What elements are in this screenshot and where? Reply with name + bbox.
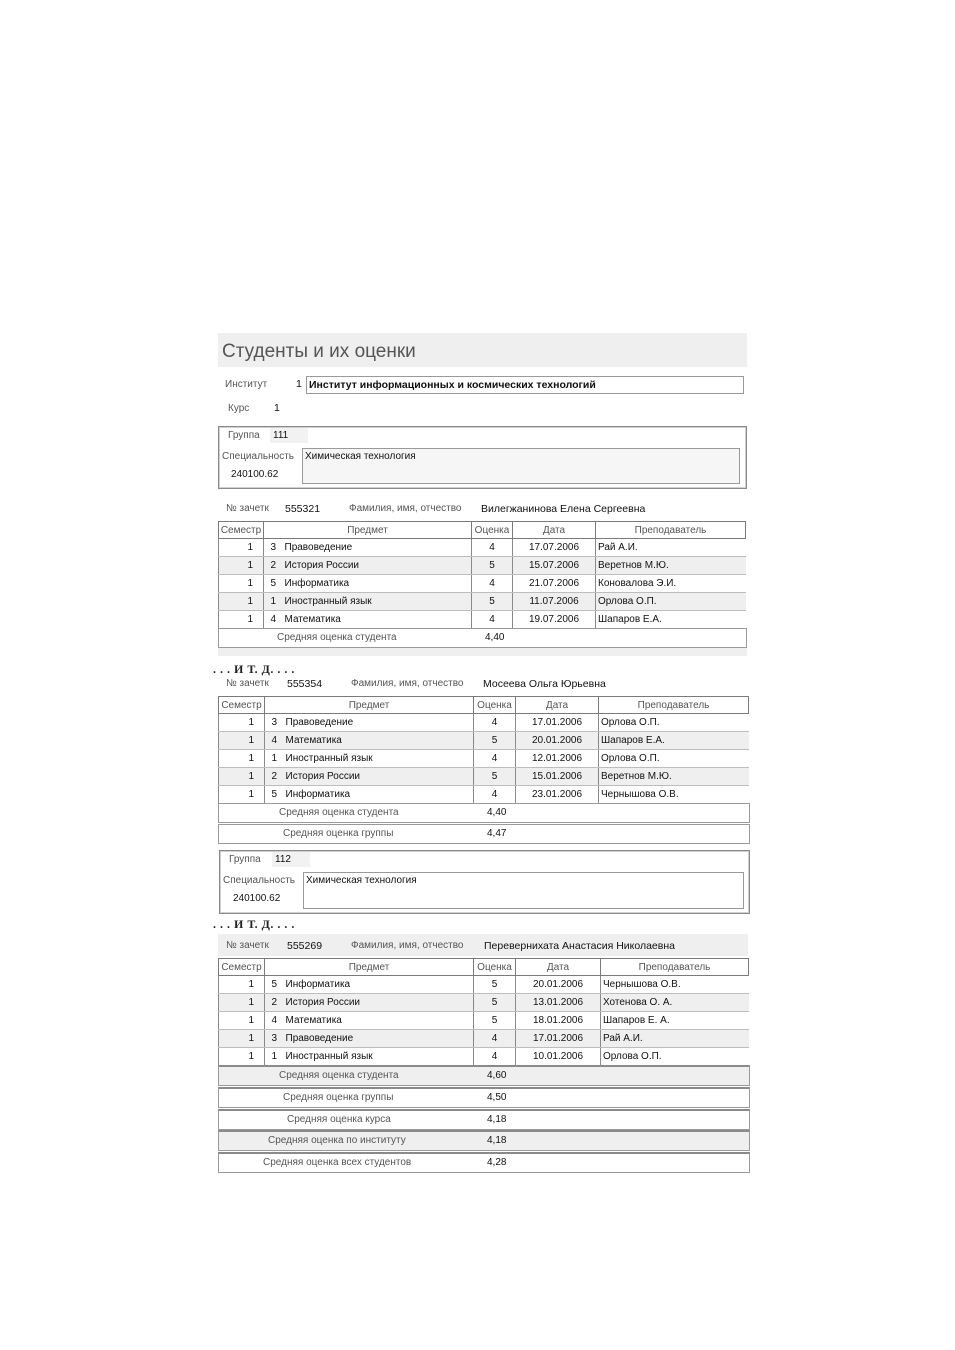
subject-no-cell: 2 — [265, 768, 284, 786]
grade-cell: 4 — [474, 714, 516, 732]
subject-cell: Математика — [284, 1012, 474, 1030]
semester-cell: 1 — [219, 976, 265, 994]
subject-cell: История России — [283, 557, 472, 575]
group-number-box — [270, 428, 308, 443]
col-header-semester: Семестр — [219, 959, 265, 976]
course-label: Курс — [228, 403, 250, 414]
grades-table-2 — [218, 696, 749, 804]
teacher-cell: Коновалова Э.И. — [596, 575, 746, 593]
group-avg-label: Средняя оценка группы — [283, 828, 394, 839]
institute-id: 1 — [296, 378, 302, 390]
teacher-cell: Хотенова О. А. — [601, 994, 749, 1012]
semester-cell: 1 — [219, 732, 265, 750]
specialty-label: Специальность — [223, 875, 295, 886]
grade-cell: 5 — [474, 768, 516, 786]
group-label: Группа — [228, 430, 260, 441]
teacher-cell: Шапаров Е. А. — [601, 1012, 749, 1030]
date-cell: 19.07.2006 — [513, 611, 596, 629]
group-label: Группа — [229, 854, 261, 865]
subject-no-cell: 1 — [265, 750, 284, 768]
table-row — [219, 1048, 749, 1066]
table-header-row — [219, 959, 749, 976]
table-row — [219, 732, 749, 750]
col-header-teacher: Преподаватель — [601, 959, 749, 976]
teacher-cell: Орлова О.П. — [601, 1048, 749, 1066]
col-header-subject: Предмет — [265, 959, 474, 976]
group-avg-value: 4,47 — [487, 828, 507, 839]
group-avg-row — [218, 1087, 750, 1108]
full-name-label: Фамилия, имя, отчество — [351, 678, 464, 689]
subject-cell: История России — [284, 768, 474, 786]
date-cell: 17.01.2006 — [516, 1030, 601, 1048]
teacher-cell: Рай А.И. — [601, 1030, 749, 1048]
date-cell: 12.01.2006 — [516, 750, 599, 768]
table-row — [219, 976, 749, 994]
col-header-date: Дата — [513, 522, 596, 539]
col-header-subject: Предмет — [265, 697, 474, 714]
subject-cell: Правоведение — [284, 1030, 474, 1048]
etc-marker: . . . И Т. Д. . . . — [213, 917, 295, 931]
record-no-label: № зачетк — [226, 678, 269, 689]
institute-avg-label: Средняя оценка по институту — [268, 1135, 406, 1146]
grade-cell: 5 — [474, 994, 516, 1012]
teacher-cell: Шапаров Е.А. — [599, 732, 749, 750]
semester-cell: 1 — [219, 714, 265, 732]
date-cell: 15.01.2006 — [516, 768, 599, 786]
all-avg-value: 4,28 — [487, 1157, 507, 1168]
teacher-cell: Чернышова О.В. — [599, 786, 749, 804]
specialty-name: Химическая технология — [306, 875, 417, 886]
col-header-semester: Семестр — [219, 697, 265, 714]
group-number: 111 — [273, 430, 289, 441]
subject-cell: Информатика — [284, 976, 474, 994]
institute-avg-value: 4,18 — [487, 1135, 507, 1146]
semester-cell: 1 — [219, 539, 264, 557]
date-cell: 13.01.2006 — [516, 994, 601, 1012]
table-row — [219, 575, 746, 593]
all-avg-row — [218, 1152, 750, 1173]
col-header-teacher: Преподаватель — [596, 522, 746, 539]
record-no-value: 555269 — [287, 940, 323, 952]
semester-cell: 1 — [219, 575, 264, 593]
semester-cell: 1 — [219, 768, 265, 786]
student-avg-value: 4,40 — [485, 632, 505, 643]
semester-cell: 1 — [219, 994, 265, 1012]
date-cell: 15.07.2006 — [513, 557, 596, 575]
subject-no-cell: 5 — [264, 575, 283, 593]
date-cell: 17.01.2006 — [516, 714, 599, 732]
subject-no-cell: 3 — [264, 539, 283, 557]
teacher-cell: Чернышова О.В. — [601, 976, 749, 994]
teacher-cell: Веретнов М.Ю. — [599, 768, 749, 786]
teacher-cell: Рай А.И. — [596, 539, 746, 557]
student-avg-label: Средняя оценка студента — [279, 807, 399, 818]
student-name: Мосеева Ольга Юрьевна — [483, 678, 606, 690]
group-avg-label: Средняя оценка группы — [283, 1092, 394, 1103]
semester-cell: 1 — [219, 557, 264, 575]
student-name: Вилегжанинова Елена Сергеевна — [481, 503, 646, 515]
student-avg-value: 4,60 — [487, 1070, 507, 1081]
specialty-name-box — [302, 448, 740, 484]
student-avg-value: 4,40 — [487, 807, 507, 818]
col-header-teacher: Преподаватель — [599, 697, 749, 714]
course-value: 1 — [274, 402, 280, 414]
subject-no-cell: 4 — [265, 1012, 284, 1030]
date-cell: 21.07.2006 — [513, 575, 596, 593]
grade-cell: 4 — [472, 575, 513, 593]
subject-cell: Правоведение — [284, 714, 474, 732]
grade-cell: 4 — [474, 1048, 516, 1066]
semester-cell: 1 — [219, 611, 264, 629]
report-title-bar — [218, 333, 747, 367]
student-avg-label: Средняя оценка студента — [277, 632, 397, 643]
grade-cell: 5 — [474, 1012, 516, 1030]
semester-cell: 1 — [219, 593, 264, 611]
student-avg-row — [218, 803, 750, 823]
student-avg-row — [218, 628, 747, 648]
table-row — [219, 994, 749, 1012]
grade-cell: 5 — [474, 976, 516, 994]
table-row — [219, 1030, 749, 1048]
course-avg-row — [218, 1109, 750, 1130]
grade-cell: 4 — [474, 1030, 516, 1048]
subject-no-cell: 2 — [264, 557, 283, 575]
subject-no-cell: 3 — [265, 1030, 284, 1048]
subject-cell: Математика — [284, 732, 474, 750]
specialty-code: 240100.62 — [231, 469, 279, 480]
specialty-label: Специальность — [222, 451, 294, 462]
etc-marker: . . . И Т. Д. . . . — [213, 662, 295, 676]
date-cell: 23.01.2006 — [516, 786, 599, 804]
record-no-value: 555354 — [287, 678, 323, 690]
institute-avg-row — [218, 1130, 750, 1151]
specialty-name-box — [303, 872, 744, 909]
subject-cell: Информатика — [284, 786, 474, 804]
col-header-date: Дата — [516, 959, 601, 976]
group-number: 112 — [275, 854, 291, 865]
table-row — [219, 714, 749, 732]
subject-cell: История России — [284, 994, 474, 1012]
col-header-grade: Оценка — [474, 697, 516, 714]
subject-no-cell: 1 — [265, 1048, 284, 1066]
semester-cell: 1 — [219, 750, 265, 768]
subject-no-cell: 4 — [264, 611, 283, 629]
table-row — [219, 768, 749, 786]
group-avg-row — [218, 824, 750, 844]
student-name: Перевернихата Анастасия Николаевна — [484, 940, 675, 952]
full-name-label: Фамилия, имя, отчество — [349, 503, 462, 514]
table-row — [219, 786, 749, 804]
date-cell: 11.07.2006 — [513, 593, 596, 611]
teacher-cell: Веретнов М.Ю. — [596, 557, 746, 575]
grade-cell: 4 — [474, 786, 516, 804]
grade-cell: 5 — [474, 732, 516, 750]
specialty-code: 240100.62 — [233, 893, 281, 904]
table-row — [219, 539, 746, 557]
subject-cell: Информатика — [283, 575, 472, 593]
subject-cell: Правоведение — [283, 539, 472, 557]
date-cell: 10.01.2006 — [516, 1048, 601, 1066]
table-row — [219, 750, 749, 768]
grade-cell: 4 — [474, 750, 516, 768]
subject-cell: Математика — [283, 611, 472, 629]
col-header-date: Дата — [516, 697, 599, 714]
date-cell: 20.01.2006 — [516, 732, 599, 750]
subject-no-cell: 1 — [264, 593, 283, 611]
semester-cell: 1 — [219, 786, 265, 804]
full-name-label: Фамилия, имя, отчество — [351, 940, 464, 951]
subject-no-cell: 5 — [265, 786, 284, 804]
teacher-cell: Орлова О.П. — [599, 714, 749, 732]
grade-cell: 5 — [472, 557, 513, 575]
table-row — [219, 557, 746, 575]
subject-cell: Иностранный язык — [283, 593, 472, 611]
group-avg-value: 4,50 — [487, 1092, 507, 1103]
grades-table-3 — [218, 958, 749, 1066]
grade-cell: 4 — [472, 539, 513, 557]
specialty-name: Химическая технология — [305, 451, 416, 462]
table-row — [219, 611, 746, 629]
institute-label: Институт — [225, 379, 268, 390]
date-cell: 17.07.2006 — [513, 539, 596, 557]
grade-cell: 4 — [472, 611, 513, 629]
group-number-box — [272, 852, 310, 867]
section-divider — [218, 648, 747, 656]
subject-no-cell: 5 — [265, 976, 284, 994]
subject-cell: Иностранный язык — [284, 750, 474, 768]
grade-cell: 5 — [472, 593, 513, 611]
course-avg-value: 4,18 — [487, 1114, 507, 1125]
institute-name-box — [306, 376, 744, 394]
record-no-label: № зачетк — [226, 940, 269, 951]
semester-cell: 1 — [219, 1048, 265, 1066]
subject-no-cell: 4 — [265, 732, 284, 750]
record-no-label: № зачетк — [226, 503, 269, 514]
col-header-grade: Оценка — [472, 522, 513, 539]
student-avg-row — [218, 1065, 750, 1086]
record-no-value: 555321 — [285, 503, 321, 515]
date-cell: 20.01.2006 — [516, 976, 601, 994]
teacher-cell: Шапаров Е.А. — [596, 611, 746, 629]
col-header-grade: Оценка — [474, 959, 516, 976]
table-row — [219, 593, 746, 611]
teacher-cell: Орлова О.П. — [596, 593, 746, 611]
semester-cell: 1 — [219, 1030, 265, 1048]
col-header-subject: Предмет — [264, 522, 472, 539]
course-avg-label: Средняя оценка курса — [287, 1114, 391, 1125]
semester-cell: 1 — [219, 1012, 265, 1030]
subject-no-cell: 3 — [265, 714, 284, 732]
table-header-row — [219, 522, 746, 539]
date-cell: 18.01.2006 — [516, 1012, 601, 1030]
table-header-row — [219, 697, 749, 714]
teacher-cell: Орлова О.П. — [599, 750, 749, 768]
all-avg-label: Средняя оценка всех студентов — [263, 1157, 412, 1168]
table-row — [219, 1012, 749, 1030]
grades-table-1 — [218, 521, 746, 629]
student-avg-label: Средняя оценка студента — [279, 1070, 399, 1081]
col-header-semester: Семестр — [219, 522, 264, 539]
report-title: Студенты и их оценки — [222, 341, 416, 362]
institute-name: Институт информационных и космических технологий — [309, 379, 596, 391]
subject-cell: Иностранный язык — [284, 1048, 474, 1066]
subject-no-cell: 2 — [265, 994, 284, 1012]
